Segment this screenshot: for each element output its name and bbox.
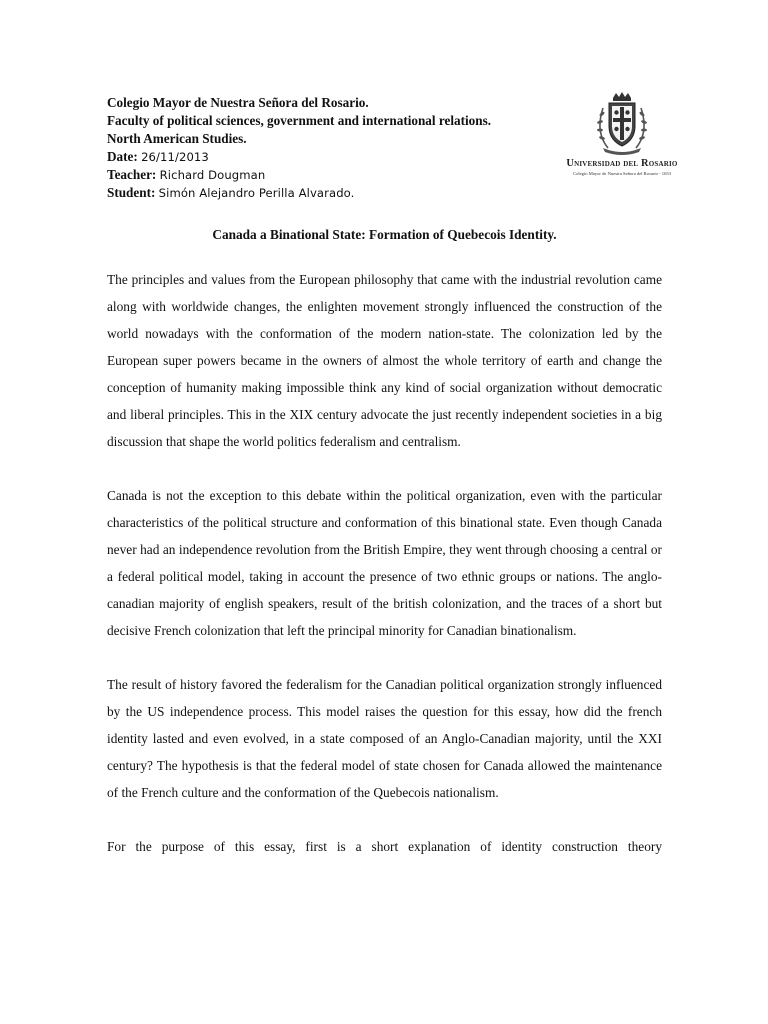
paragraph: The result of history favored the federalism for the Canadian political organization strongly influenced by the US independence process. This model raises the question for this essay, how did the french identity lasted and even evolved, in a state composed of an Anglo-Canadian majority, until the XXI century? The hypothesis is that the federal model of state chosen for Canada allowed the maintenance of the French culture and the conformation of the Quebecois nationalism.: [107, 677, 662, 800]
teacher-line: [107, 166, 557, 184]
header-block: [107, 94, 557, 202]
university-subtitle: Colegio Mayor de Nuestra Señora del Rosario - 1653: [573, 171, 671, 176]
date-value: 26/11/2013: [141, 150, 209, 164]
student-label: Student:: [107, 185, 156, 200]
date-label: Date:: [107, 149, 138, 164]
university-name: Universidad del Rosario: [566, 158, 678, 169]
teacher-label: Teacher:: [107, 167, 157, 182]
teacher-value: Richard Dougman: [159, 168, 266, 182]
student-line: [107, 184, 557, 202]
document-title: Canada a Binational State: Formation of Quebecois Identity.: [212, 227, 557, 242]
university-logo: [563, 92, 681, 184]
document-body: [107, 266, 662, 887]
faculty-name: Faculty of political sciences, government and international relations.: [107, 113, 491, 128]
program-name: North American Studies.: [107, 131, 247, 146]
institution-name: Colegio Mayor de Nuestra Señora del Rosario.: [107, 95, 369, 110]
paragraph: For the purpose of this essay, first is a short explanation of identity construction theory: [107, 839, 662, 854]
university-seal-icon: [591, 92, 653, 156]
paragraph: The principles and values from the European philosophy that came with the industrial revolution came along with worldwide changes, the enlighten movement strongly influenced the construction of the world nowadays with the conformation of the modern nation-state. The colonization led by the European super powers became in the owners of almost the whole territory of earth and change the conception of humanity making impossible think any kind of social organization without democratic and liberal principles. This in the XIX century advocate the just recently independent societies in a big discussion that shape the world politics federalism and centralism.: [107, 272, 662, 449]
student-value: Simón Alejandro Perilla Alvarado.: [158, 186, 355, 200]
paragraph: Canada is not the exception to this debate within the political organization, even with the particular characteristics of the political structure and conformation of this binational state. Even though Canada never had an independence revolution from the British Empire, they went through choosing a central or a federal political model, taking in account the presence of two ethnic groups or nations. The anglo-canadian majority of english speakers, result of the british colonization, and the traces of a short but decisive French colonization that left the principal minority for Canadian binationalism.: [107, 488, 662, 638]
date-line: [107, 148, 557, 166]
